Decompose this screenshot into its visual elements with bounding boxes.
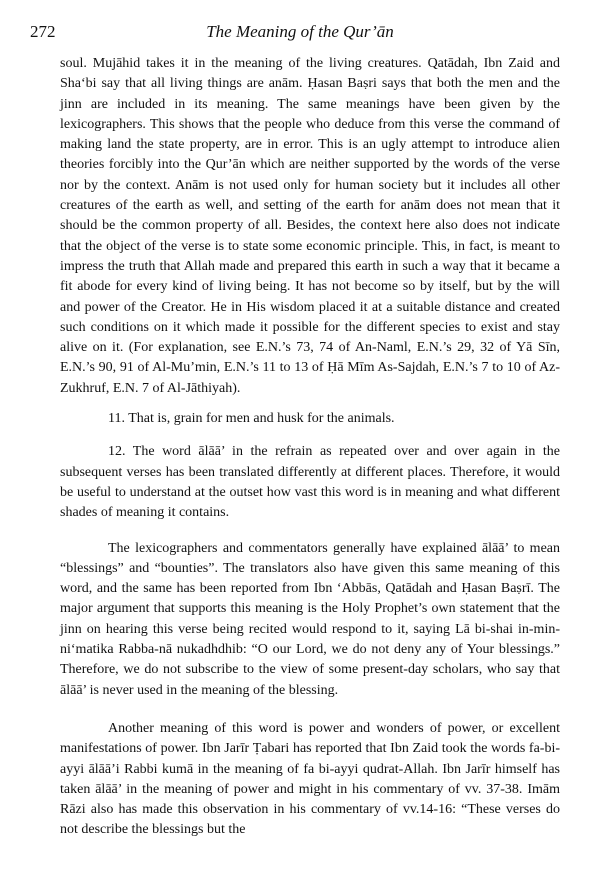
page-body <box>60 54 560 841</box>
running-title: The Meaning of the Qur’ān <box>206 22 394 41</box>
note-12: 12. The word ālāā’ in the refrain as repeated over and over again in the subsequent verses has been translated differently at different places. Therefore, it would be useful to understand at the outset how vast this word is in meaning and what different shades of meaning it contains. <box>60 444 560 521</box>
paragraph-continuation: soul. Mujāhid takes it in the meaning of the living creatures. Qatādah, Ibn Zaid and Sha‘bi say that all living things are anām. Ḥasan Baṣri says that both the men and the jinn are included in its meaning. The same meanings have been given by the lexicographers. This shows that the people who deduce from this verse the command of making land the state property, are in error. This is an ugly attempt to introduce alien theories forcibly into the Qur’ān which are neither supported by the words of the verse nor by the context. Anām is not used only for human society but it includes all other creatures of the earth as well, and setting of the earth for anām does not mean that it should be the common property of all. Besides, the context here also does not indicate that the object of the verse is to state some economic principle. This, in fact, is meant to impress the truth that Allah made and prepared this earth in such a way that it became a fit abode for every kind of living being. It has not become so by itself, but by the will and power of the Creator. He in His wisdom placed it at a suitable distance and created such conditions on it which made it possible for the different species to exist and stay alive on it. (For explanation, see E.N.’s 73, 74 of An-Naml, E.N.’s 29, 32 of Yā Sīn, E.N.’s 90, 91 of Al-Mu’min, E.N.’s 11 to 13 of Ḥā Mīm As-Sajdah, E.N.’s 7 to 10 of Az-Zukhruf, E.N. 7 of Al-Jāthiyah). <box>60 56 560 396</box>
page-number: 272 <box>30 22 56 41</box>
paragraph-another-meaning: Another meaning of this word is power and wonders of power, or excellent manifestations of power. Ibn Jarīr Ṭabari has reported that Ibn Zaid took the words fa-bi-ayyi ālāā’i Rabbi kumā in the meaning of fa bi-ayyi qudrat-Allah. Ibn Jarīr himself has taken ālāā’ in the meaning of power and might in his commentary of vv. 37-38. Imām Rāzi also has made this observation in his commentary of vv.14-16: “These verses do not describe the blessings but the <box>60 720 560 838</box>
paragraph-lexicographers: The lexicographers and commentators generally have explained ālāā’ to mean “blessings” and “bounties”. The translators also have given this same meaning of this word, and the same has been reported from Ibn ‘Abbās, Qatādah and Ḥasan Baṣrī. The major argument that supports this meaning is the Holy Prophet’s own statement that the jinn on hearing this verse being recited would respond to it, saying Lā bi-shai in-min-ni‘matika Rabba-nā nukadhdhib: “O our Lord, we do not deny any of Your blessings.” Therefore, we do not subscribe to the view of some present-day scholars, who say that ālāā’ is never used in the meaning of the blessing. <box>60 540 560 698</box>
page-header <box>30 22 570 46</box>
note-11: 11. That is, grain for men and husk for the animals. <box>108 411 395 427</box>
